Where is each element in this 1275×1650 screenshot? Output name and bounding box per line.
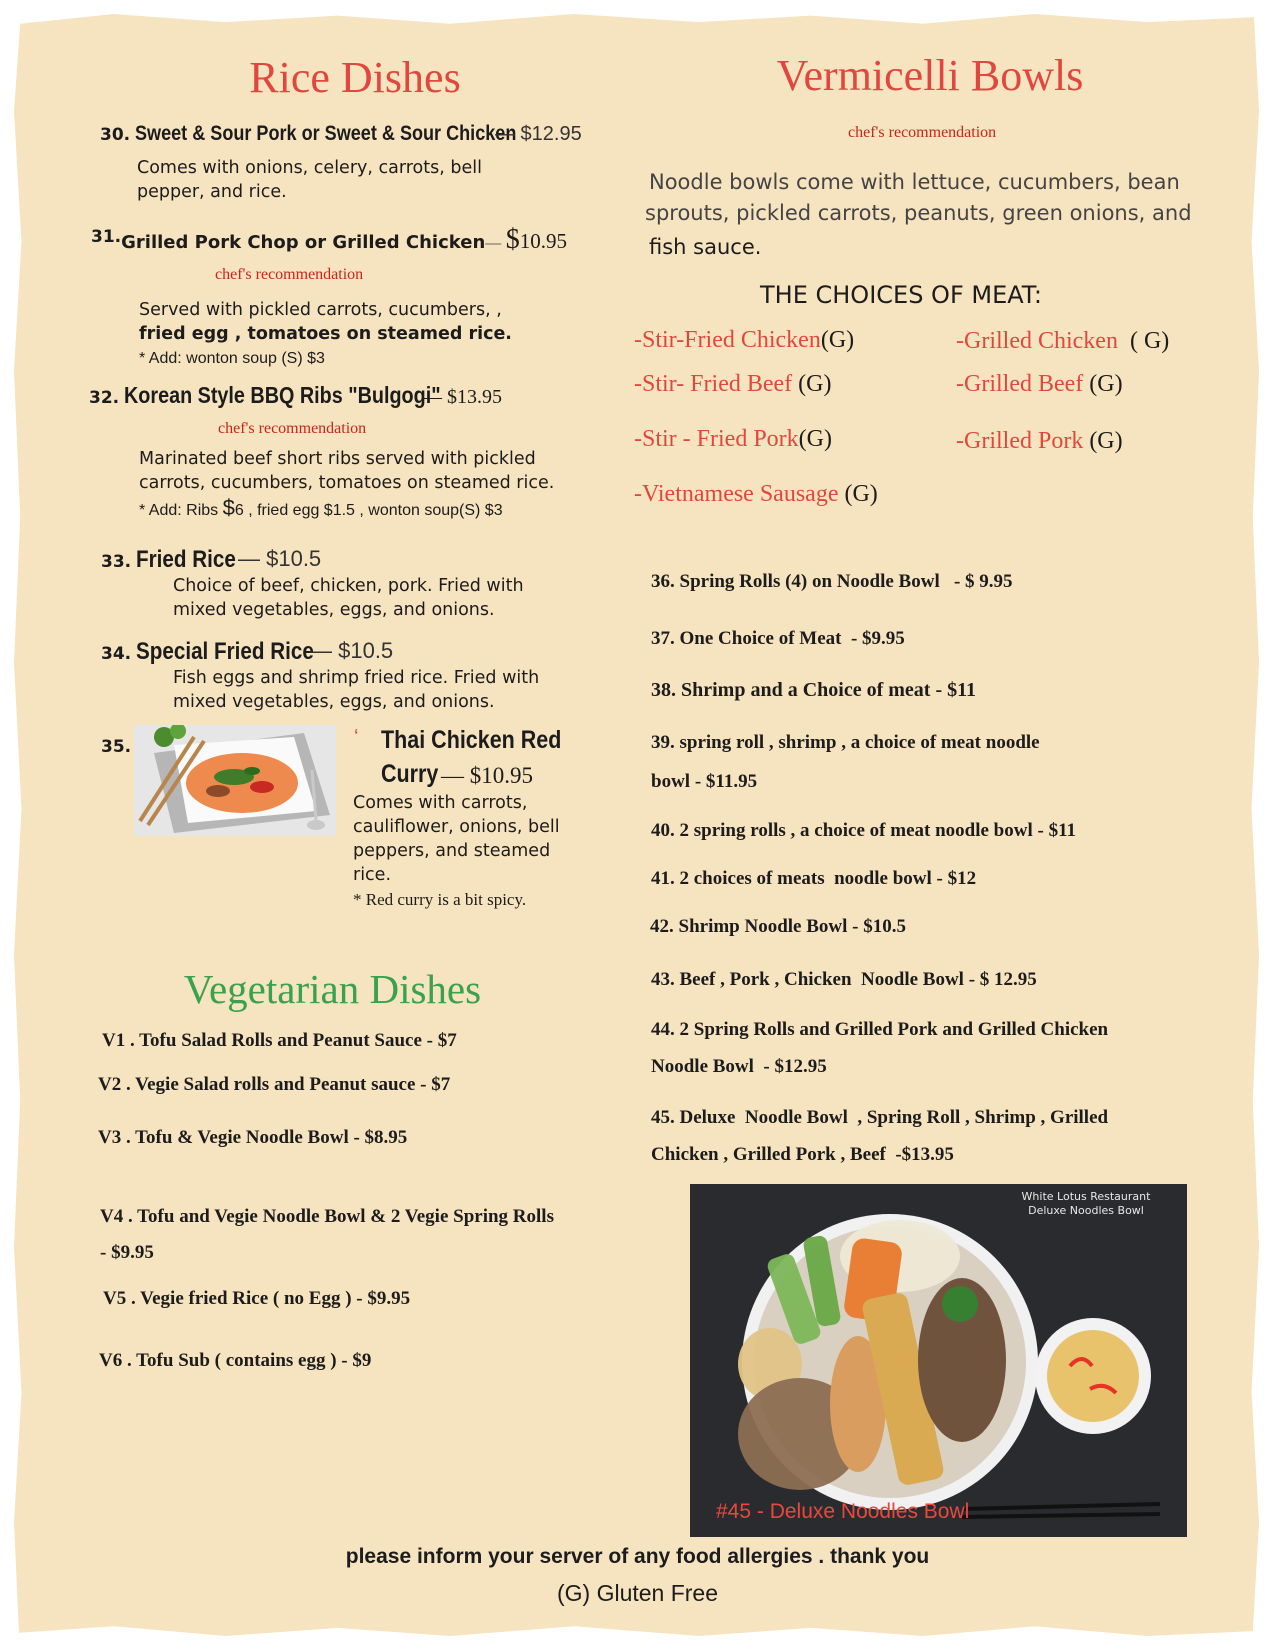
- veg-item-v6: V6 . Tofu Sub ( contains egg ) - $9: [99, 1350, 372, 1371]
- intro-line: sprouts, pickled carrots, peanuts, green onions, and: [645, 201, 1192, 225]
- deluxe-noodle-bowl-photo: [690, 1184, 1187, 1537]
- description-line: cauliflower, onions, bell: [353, 817, 560, 837]
- menu-item-45: 45. Deluxe Noodle Bowl , Spring Roll , Shrimp , Grilled: [651, 1107, 1109, 1128]
- item-35-price: — $10.95: [441, 763, 533, 788]
- add-on-note: * Add: wonton soup (S) $3: [139, 350, 325, 367]
- veg-item-v4-price: - $9.95: [100, 1242, 154, 1263]
- dollar-sign: $: [505, 224, 520, 255]
- photo-caption: #45 - Deluxe Noodles Bowl: [716, 1500, 970, 1523]
- item-number: 33.: [101, 552, 132, 572]
- menu-item-44: 44. 2 Spring Rolls and Grilled Pork and Grilled Chicken: [651, 1019, 1109, 1040]
- item-name: Fried Rice: [135, 546, 236, 573]
- item-31-description: [139, 298, 512, 371]
- thai-curry-photo: [134, 725, 336, 836]
- chefs-recommendation-31: chef's recommendation: [215, 266, 364, 283]
- item-number: 30.: [100, 125, 131, 145]
- menu-item-42: 42. Shrimp Noodle Bowl - $10.5: [650, 916, 906, 937]
- menu-item-31: [91, 224, 567, 256]
- watermark-line: Deluxe Noodles Bowl: [1028, 1204, 1144, 1217]
- spicy-note: * Red curry is a bit spicy.: [353, 890, 527, 909]
- veg-item-v3: V3 . Tofu & Vegie Noodle Bowl - $8.95: [98, 1127, 408, 1148]
- description-line: Choice of beef, chicken, pork. Fried with: [173, 576, 524, 596]
- rice-dishes-title: Rice Dishes: [249, 53, 461, 102]
- description-line: rice.: [353, 865, 392, 885]
- description-line: peppers, and steamed: [353, 841, 551, 861]
- meat-choice-stir-fried-beef: -Stir- Fried Beef (G): [634, 371, 832, 397]
- item-name: Korean Style BBQ Ribs "Bulgogi": [123, 382, 441, 408]
- item-34-description: [173, 666, 539, 714]
- item-30-price: — $12.95: [495, 123, 582, 145]
- add-on-note: * Add: Ribs $6 , fried egg $1.5 , wonton soup(S) $3: [139, 495, 503, 520]
- menu-item-44-price: Noodle Bowl - $12.95: [651, 1056, 827, 1077]
- menu-item-40: 40. 2 spring rolls , a choice of meat noodle bowl - $11: [651, 820, 1077, 841]
- vermicelli-intro: [645, 167, 1192, 263]
- item-30-description: [137, 156, 482, 204]
- menu-item-39: 39. spring roll , shrimp , a choice of meat noodle: [651, 732, 1040, 753]
- description-line: Comes with carrots,: [353, 793, 528, 813]
- item-name: Special Fried Rice: [135, 638, 314, 665]
- photo-watermark: [986, 1190, 1186, 1218]
- description-line: fried egg , tomatoes on steamed rice.: [139, 324, 512, 344]
- item-number: 34.: [101, 644, 132, 664]
- item-32-description: [139, 447, 554, 523]
- chefs-recommendation-vermicelli: chef's recommendation: [848, 124, 997, 141]
- vermicelli-bowls-title: Vermicelli Bowls: [776, 51, 1084, 100]
- meat-choice-grilled-pork: -Grilled Pork (G): [956, 428, 1123, 454]
- description-line: mixed vegetables, eggs, and onions.: [173, 692, 495, 712]
- item-33-price: — $10.5: [238, 546, 322, 571]
- vegetarian-dishes-title: Vegetarian Dishes: [183, 966, 482, 1012]
- item-name: Sweet & Sour Pork or Sweet & Sour Chicken: [134, 122, 516, 145]
- item-dash: —: [485, 235, 502, 252]
- menu-item-37: 37. One Choice of Meat - $9.95: [651, 628, 905, 649]
- veg-item-v4: V4 . Tofu and Vegie Noodle Bowl & 2 Vegie Spring Rolls: [100, 1206, 554, 1227]
- menu-item-35-line2: [381, 760, 448, 789]
- item-35-number: 35.: [101, 737, 132, 757]
- menu-item-38: 38. Shrimp and a Choice of meat - $11: [651, 679, 976, 701]
- veg-item-v2: V2 . Vegie Salad rolls and Peanut sauce - $7: [98, 1074, 451, 1095]
- menu-item-45-price: Chicken , Grilled Pork , Beef -$13.95: [651, 1144, 954, 1165]
- menu-item-36: 36. Spring Rolls (4) on Noodle Bowl - $ 9.95: [651, 571, 1013, 592]
- item-35-mark: ‘: [354, 726, 359, 748]
- description-line: pepper, and rice.: [137, 182, 287, 202]
- menu-item-39-price: bowl - $11.95: [651, 771, 758, 792]
- meat-choice-stir-fried-chicken: -Stir-Fried Chicken(G): [634, 327, 855, 353]
- menu-item-35: [381, 726, 591, 755]
- item-35-description: [353, 791, 560, 887]
- veg-item-v1: V1 . Tofu Salad Rolls and Peanut Sauce - $7: [102, 1030, 457, 1051]
- description-line: mixed vegetables, eggs, and onions.: [173, 600, 495, 620]
- description-line: Fish eggs and shrimp fried rice. Fried with: [173, 668, 540, 688]
- menu-item-43: 43. Beef , Pork , Chicken Noodle Bowl - $ 12.95: [651, 969, 1037, 990]
- allergy-notice: please inform your server of any food allergies . thank you: [345, 1545, 930, 1568]
- menu-item-41: 41. 2 choices of meats noodle bowl - $12: [651, 868, 977, 889]
- description-line: Comes with onions, celery, carrots, bell: [137, 158, 482, 178]
- meat-choice-grilled-chicken: -Grilled Chicken ( G): [956, 328, 1170, 354]
- meat-choice-vietnamese-sausage: -Vietnamese Sausage (G): [634, 481, 878, 507]
- item-name: Thai Chicken Red: [381, 726, 562, 754]
- item-name: Grilled Pork Chop or Grilled Chicken: [121, 232, 486, 253]
- description-line: Marinated beef short ribs served with pickled: [139, 449, 536, 469]
- description-line: Served with pickled carrots, cucumbers, ,: [139, 300, 502, 320]
- item-34-price: — $10.5: [310, 638, 394, 663]
- meat-choice-stir-fried-pork: -Stir - Fried Pork(G): [634, 426, 832, 452]
- meat-choice-grilled-beef: -Grilled Beef (G): [956, 371, 1123, 397]
- item-32-price: — $13.95: [422, 386, 502, 408]
- watermark-line: White Lotus Restaurant: [1021, 1190, 1151, 1203]
- item-31-price: 10.95: [519, 229, 567, 253]
- item-number: 32.: [89, 388, 120, 408]
- intro-line: Noodle bowls come with lettuce, cucumbers, bean: [649, 170, 1180, 194]
- intro-line: fish sauce.: [649, 235, 762, 259]
- chefs-recommendation-32: chef's recommendation: [218, 420, 367, 437]
- item-number: 31.: [91, 227, 122, 247]
- item-name: Curry: [381, 760, 439, 788]
- veg-item-v5: V5 . Vegie fried Rice ( no Egg ) - $9.95: [103, 1288, 411, 1309]
- item-33-description: [173, 574, 524, 622]
- meat-choices-heading: THE CHOICES OF MEAT:: [760, 281, 1042, 309]
- gluten-free-legend: (G) Gluten Free: [556, 1580, 719, 1606]
- menu-item-33: [101, 546, 252, 574]
- description-line: carrots, cucumbers, tomatoes on steamed rice.: [139, 473, 555, 493]
- menu-item-34: [101, 638, 342, 666]
